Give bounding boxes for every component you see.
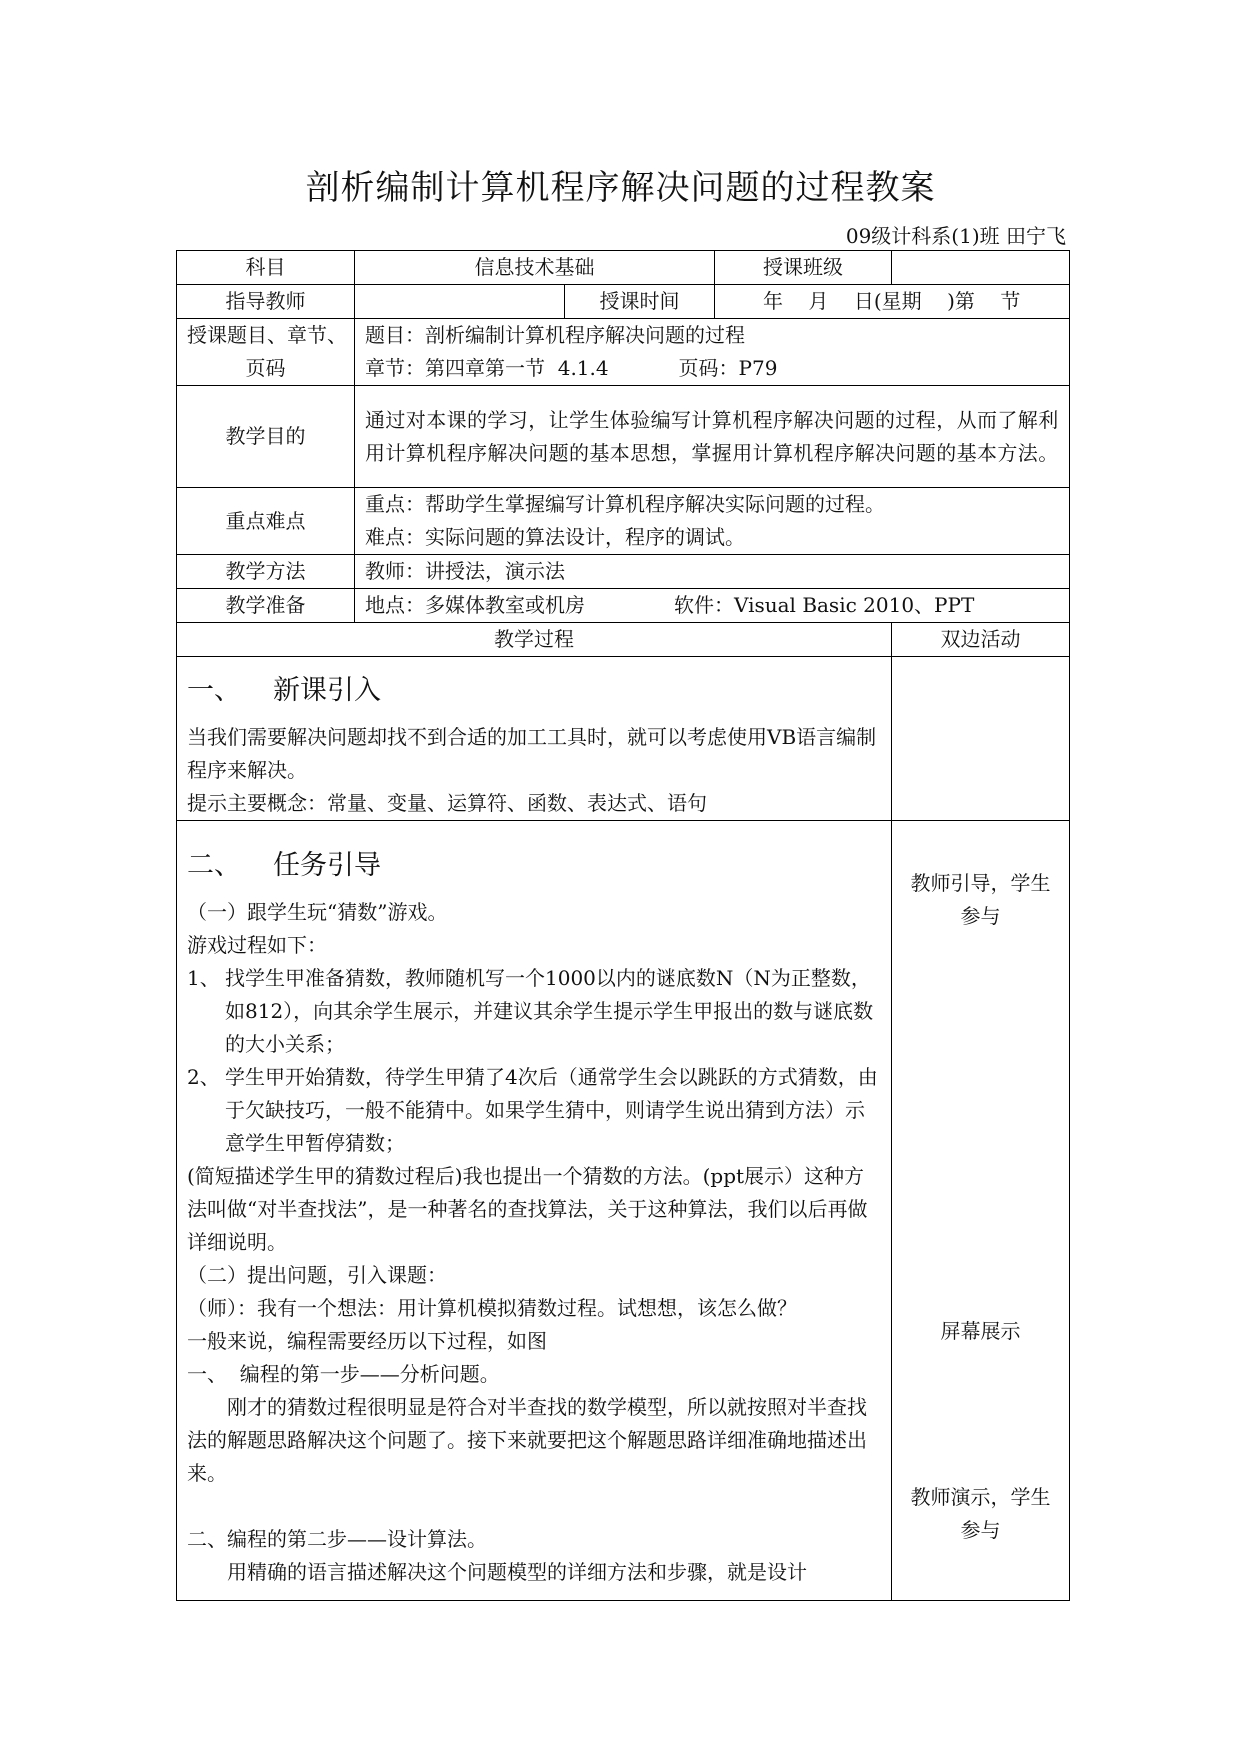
topic-chapter-line: 章节：第四章第一节 4.1.4 页码：P79 [365,356,778,380]
subject-value: 信息技术基础 [355,251,715,285]
section-intro [177,657,892,821]
row-prep [177,589,1070,623]
paragraph: 提示主要概念：常量、变量、运算符、函数、表达式、语句 [187,791,707,815]
paragraph: 一般来说，编程需要经历以下过程，如图 [187,1329,547,1353]
topic-label-line: 授课题目、章节、 [187,323,347,347]
goal-value [355,386,1070,488]
time-label: 授课时间 [565,285,715,319]
class-label: 授课班级 [715,251,892,285]
activity-header: 双边活动 [892,623,1070,657]
row-key [177,488,1070,555]
activity-line: 教师引导，学生 [910,871,1051,895]
subject-label: 科目 [177,251,355,285]
prep-value: 地点：多媒体教室或机房 软件：Visual Basic 2010、PPT [355,589,1070,623]
goal-text: 通过对本课的学习，让学生体验编写计算机程序解决问题的过程，从而了解利用计算机程序解决问题的基本思想，掌握用计算机程序解决问题的基本方法。 [365,407,1059,465]
page-title: 剖析编制计算机程序解决问题的过程教案 [305,168,936,208]
key-value [355,488,1070,555]
row-goal [177,386,1070,488]
paragraph: 当我们需要解决问题却找不到合适的加工工具时，就可以考虑使用VB语言编制程序来解决。 [187,725,877,782]
activity-note [892,1315,1069,1348]
process-header: 教学过程 [177,623,892,657]
difficulty-line: 难点：实际问题的算法设计，程序的调试。 [365,525,745,549]
list-number: 2、 [187,1065,220,1089]
section-heading [187,846,881,886]
prep-label: 教学准备 [177,589,355,623]
key-label: 重点难点 [177,488,355,555]
section-title: 任务引导 [273,850,381,881]
activity-line: 参与 [960,904,1001,928]
row-section-task [177,821,1070,1601]
activity-cell [892,657,1070,821]
paragraph: 用精确的语言描述解决这个问题模型的详细方法和步骤，就是设计 [227,1560,807,1584]
list-item [187,962,881,1061]
activity-line: 教师演示，学生 [910,1485,1051,1509]
key-point-line: 重点：帮助学生掌握编写计算机程序解决实际问题的过程。 [365,492,885,516]
section-heading [187,671,881,711]
topic-label [177,319,355,386]
row-section-intro [177,657,1070,821]
paragraph: （师）：我有一个想法：用计算机模拟猜数过程。试想想，该怎么做？ [187,1296,797,1320]
row-process-header [177,623,1070,657]
step-title: 一、 编程的第一步——分析问题。 [187,1362,500,1386]
section-number: 二、 [187,850,241,881]
row-subject [177,251,1070,285]
activity-cell [892,821,1070,1601]
time-value: 年 月 日(星期 )第 节 [715,285,1070,319]
list-number: 1、 [187,966,220,990]
paragraph: (简短描述学生甲的猜数过程后)我也提出一个猜数的方法。(ppt展示）这种方法叫做“对半查找法”，是一种著名的查找算法，关于这种算法，我们以后再做详细说明。 [187,1164,868,1254]
row-teacher [177,285,1070,319]
list-text: 找学生甲准备猜数，教师随机写一个1000以内的谜底数N（N为正整数，如812），向其余学生展示，并建议其余学生提示学生甲报出的数与谜底数的大小关系； [225,966,874,1056]
activity-line: 参与 [960,1518,1001,1542]
topic-label-line: 页码 [245,356,286,380]
section-number: 一、 [187,675,241,706]
activity-note [892,867,1069,933]
step-title: 二、编程的第二步——设计算法。 [187,1527,487,1551]
row-topic [177,319,1070,386]
author-line: 09级计科系(1)班 田宁飞 [845,224,1066,248]
paragraph: 游戏过程如下： [187,933,327,957]
list-text: 学生甲开始猜数，待学生甲猜了4次后（通常学生会以跳跃的方式猜数，由于欠缺技巧，一般不能猜中。如果学生猜中，则请学生说出猜到方法）示意学生甲暂停猜数； [225,1065,878,1155]
spacer [187,1490,881,1523]
row-method [177,555,1070,589]
method-value: 教师：讲授法，演示法 [355,555,1070,589]
section-title: 新课引入 [273,675,381,706]
topic-value [355,319,1070,386]
teacher-value [355,285,565,319]
lesson-plan-table [176,250,1070,1601]
class-value [892,251,1070,285]
subheading: （一）跟学生玩“猜数”游戏。 [187,900,448,924]
section-task [177,821,892,1601]
teacher-label: 指导教师 [177,285,355,319]
activity-line: 屏幕展示 [940,1319,1021,1343]
list-item [187,1061,881,1160]
activity-note [892,1481,1069,1547]
method-label: 教学方法 [177,555,355,589]
subheading: （二）提出问题，引入课题： [187,1263,447,1287]
goal-label: 教学目的 [177,386,355,488]
topic-title-line: 题目：剖析编制计算机程序解决问题的过程 [365,323,745,347]
paragraph: 刚才的猜数过程很明显是符合对半查找的数学模型，所以就按照对半查找法的解题思路解决这个问题了。接下来就要把这个解题思路详细准确地描述出来。 [187,1395,867,1485]
